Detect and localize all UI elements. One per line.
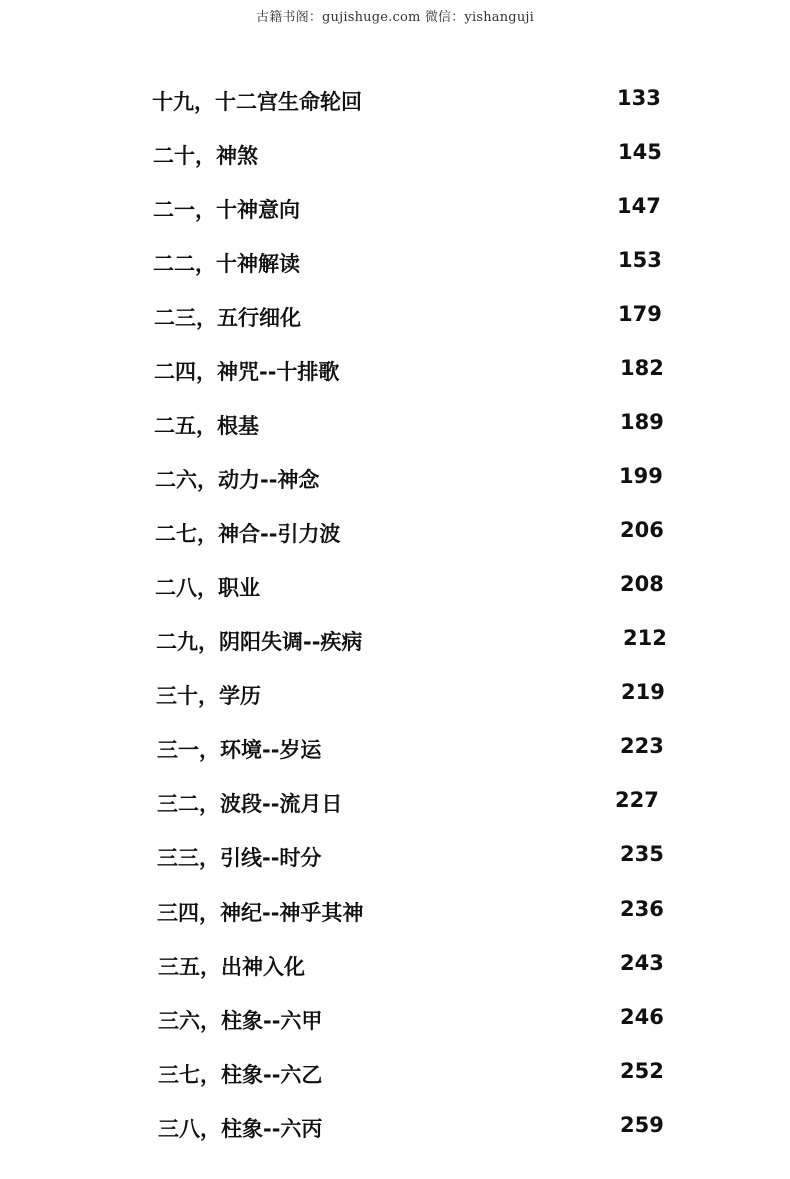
toc-entry — [0, 680, 790, 720]
toc-entry — [0, 140, 790, 180]
watermark-header: 古籍书阁：gujishuge.com 微信：yishanguji — [256, 10, 534, 25]
toc-entry-page: 189 — [620, 410, 664, 434]
toc-entry — [0, 464, 790, 504]
toc-entry-page: 145 — [618, 140, 662, 164]
toc-entry — [0, 1005, 790, 1045]
toc-entry-title: 二二，十神解读 — [153, 252, 300, 276]
toc-entry — [0, 248, 790, 288]
toc-entry-title: 三二，波段--流月日 — [157, 792, 343, 816]
toc-entry — [0, 86, 790, 126]
toc-entry-title: 二十，神煞 — [153, 144, 258, 168]
toc-entry-title: 三八，柱象--六丙 — [158, 1117, 323, 1141]
toc-entry — [0, 356, 790, 396]
toc-entry — [0, 1059, 790, 1099]
toc-entry-page: 243 — [620, 951, 664, 975]
toc-entry-page: 227 — [615, 788, 659, 812]
toc-entry — [0, 194, 790, 234]
toc-entry-page: 199 — [619, 464, 663, 488]
toc-entry-page: 153 — [618, 248, 662, 272]
toc-entry — [0, 951, 790, 991]
toc-entry-title: 二一，十神意向 — [153, 198, 300, 222]
toc-entry-title: 三六，柱象--六甲 — [158, 1009, 323, 1033]
toc-entry-title: 二七，神合--引力波 — [155, 522, 341, 546]
toc-entry-title: 二三，五行细化 — [154, 306, 301, 330]
toc-entry-page: 133 — [617, 86, 661, 110]
toc-entry-page: 252 — [620, 1059, 664, 1083]
toc-entry-title: 二四，神咒--十排歌 — [154, 360, 340, 384]
toc-entry — [0, 788, 790, 828]
toc-entry-title: 十九，十二宫生命轮回 — [152, 90, 362, 114]
toc-entry — [0, 410, 790, 450]
toc-entry — [0, 518, 790, 558]
toc-entry — [0, 897, 790, 937]
toc-entry — [0, 626, 790, 666]
toc-entry-title: 三一，环境--岁运 — [157, 738, 322, 762]
toc-entry-page: 147 — [617, 194, 661, 218]
toc-entry — [0, 1113, 790, 1153]
toc-entry-title: 二五，根基 — [154, 414, 259, 438]
toc-entry-page: 206 — [620, 518, 664, 542]
toc-entry — [0, 302, 790, 342]
toc-entry-title: 三三，引线--时分 — [157, 846, 322, 870]
toc-entry — [0, 572, 790, 612]
toc-entry-page: 236 — [620, 897, 664, 921]
toc-entry-title: 三五，出神入化 — [158, 955, 305, 979]
toc-entry-title: 三四，神纪--神乎其神 — [157, 901, 364, 925]
toc-entry-page: 223 — [620, 734, 664, 758]
toc-entry-page: 219 — [621, 680, 665, 704]
toc-entry-page: 259 — [620, 1113, 664, 1137]
toc-entry-page: 179 — [618, 302, 662, 326]
toc-entry-page: 208 — [620, 572, 664, 596]
toc-entry-page: 182 — [620, 356, 664, 380]
toc-entry-page: 212 — [623, 626, 667, 650]
toc-entry-title: 二八，职业 — [155, 576, 260, 600]
toc-entry-page: 235 — [620, 842, 664, 866]
toc-entry-title: 三十，学历 — [156, 684, 261, 708]
toc-entry-title: 二六，动力--神念 — [155, 468, 320, 492]
toc-entry — [0, 842, 790, 882]
toc-entry-page: 246 — [620, 1005, 664, 1029]
toc-entry-title: 三七，柱象--六乙 — [158, 1063, 323, 1087]
toc-entry-title: 二九，阴阳失调--疾病 — [156, 630, 363, 654]
toc-entry — [0, 734, 790, 774]
